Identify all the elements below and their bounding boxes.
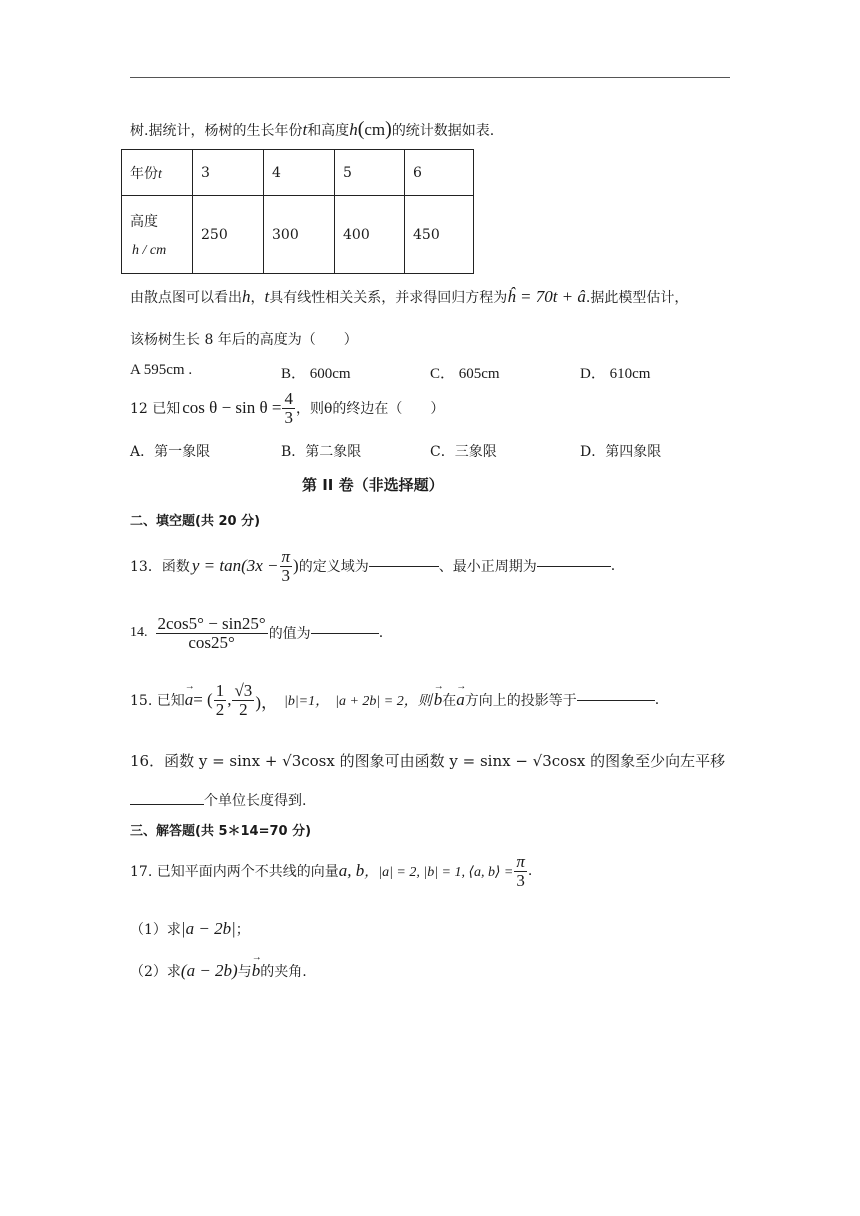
- option-c: C．三象限: [430, 444, 497, 460]
- q17-part2: （2）求(a − 2b)与→ b的夹角.: [130, 961, 307, 981]
- growth-table: [121, 149, 474, 274]
- var-t: t: [302, 120, 308, 139]
- answer-blank[interactable]: [537, 566, 611, 567]
- table-cell: 3: [193, 150, 264, 196]
- fraction: $\frac{\pi}{3}$: [281, 547, 291, 585]
- q17-part1: （1）求|a − 2b|；: [130, 919, 250, 938]
- q12-stem: 12 已知 cos θ − sin θ = $\frac{4}{3}$ ，则θ的终边在（ ）: [130, 389, 445, 427]
- q11-stem: 由散点图可以看出h，t具有线性相关关系，并求得回归方程为ĥ = 70t + â.据此模型估计，: [130, 287, 689, 306]
- table-cell: 250: [193, 196, 264, 274]
- part-title: 第 II 卷（非选择题）: [302, 476, 444, 494]
- table-cell: 4: [264, 150, 335, 196]
- q17-stem: 17. 已知平面内两个不共线的向量 a, b ，|a| = 2, |b| = 1, ⟨a, b⟩ = $\frac{\pi}{3}$ .: [130, 852, 533, 890]
- section-heading: 三、解答题(共 5＊14=70 分): [130, 824, 312, 839]
- intro-text-post: 的统计数据如表.: [391, 123, 495, 139]
- fraction: $\frac{1}{2}$: [215, 681, 225, 719]
- option-d: D． 610cm: [580, 366, 651, 382]
- intro-line: 树.据统计，杨树的生长年份t和高度h(cm)的统计数据如表.: [130, 118, 495, 140]
- q16-line2: 个单位长度得到.: [130, 790, 306, 810]
- var-h: h: [349, 120, 358, 139]
- regression-equation: ĥ = 70t + â: [507, 287, 586, 306]
- q14: 14. $\frac{2\cos 5^\circ - \sin 25^\circ}{\cos 25^\circ}$ 的值为 .: [130, 614, 384, 652]
- answer-blank[interactable]: [311, 633, 379, 634]
- q15: 15. 已知 → a = ( $\frac{1}{2}$ , $\frac{√3}{2}$ )， |b|=1， |a + 2b| = 2，则 → b 在 → a 方向上的投影等于 .: [130, 682, 659, 719]
- answer-blank[interactable]: [369, 566, 439, 567]
- option-b: B． 600cm: [281, 366, 351, 382]
- option-a: A 595cm .: [130, 362, 193, 378]
- q16-line1: 16．函数 y = sinx + √3cosx 的图象可由函数 y = sinx − √3cosx 的图象至少向左平移: [130, 752, 726, 770]
- header-rule: [130, 77, 730, 78]
- table-cell: 300: [264, 196, 335, 274]
- answer-blank[interactable]: [130, 804, 204, 805]
- table-cell: 450: [405, 196, 474, 274]
- fraction: $\frac{4}{3}$: [284, 389, 293, 427]
- answer-blank[interactable]: [577, 700, 655, 701]
- option-a: A．第一象限: [130, 444, 211, 460]
- table-cell: 6: [405, 150, 474, 196]
- intro-text-mid: 和高度: [307, 123, 350, 139]
- table-header-cell: 高度 h / cm: [122, 196, 193, 274]
- option-d: D．第四象限: [580, 444, 662, 460]
- fraction: $\frac{\pi}{3}$: [516, 852, 525, 890]
- table-cell: 5: [335, 150, 405, 196]
- option-b: B．第二象限: [281, 444, 362, 460]
- q13: 13．函数 y = tan(3x − $\frac{\pi}{3}$ ) 的定义域为 、最小正周期为 .: [130, 547, 616, 585]
- table-row: [122, 196, 474, 274]
- unit-cm: cm: [364, 120, 386, 139]
- table-header-cell: 年份t: [122, 150, 193, 196]
- intro-text: 树.据统计，杨树的生长年份: [130, 123, 303, 139]
- table-row: [122, 150, 474, 196]
- table-cell: 400: [335, 196, 405, 274]
- fraction: $\frac{√3}{2}$: [234, 681, 253, 719]
- option-c: C． 605cm: [430, 366, 500, 382]
- section-heading: 二、填空题(共 20 分): [130, 514, 261, 529]
- q11-question: 该杨树生长 8 年后的高度为（ ）: [130, 332, 358, 348]
- fraction: $\frac{2\cos 5^\circ - \sin 25^\circ}{\cos 25^\circ}$: [157, 614, 266, 652]
